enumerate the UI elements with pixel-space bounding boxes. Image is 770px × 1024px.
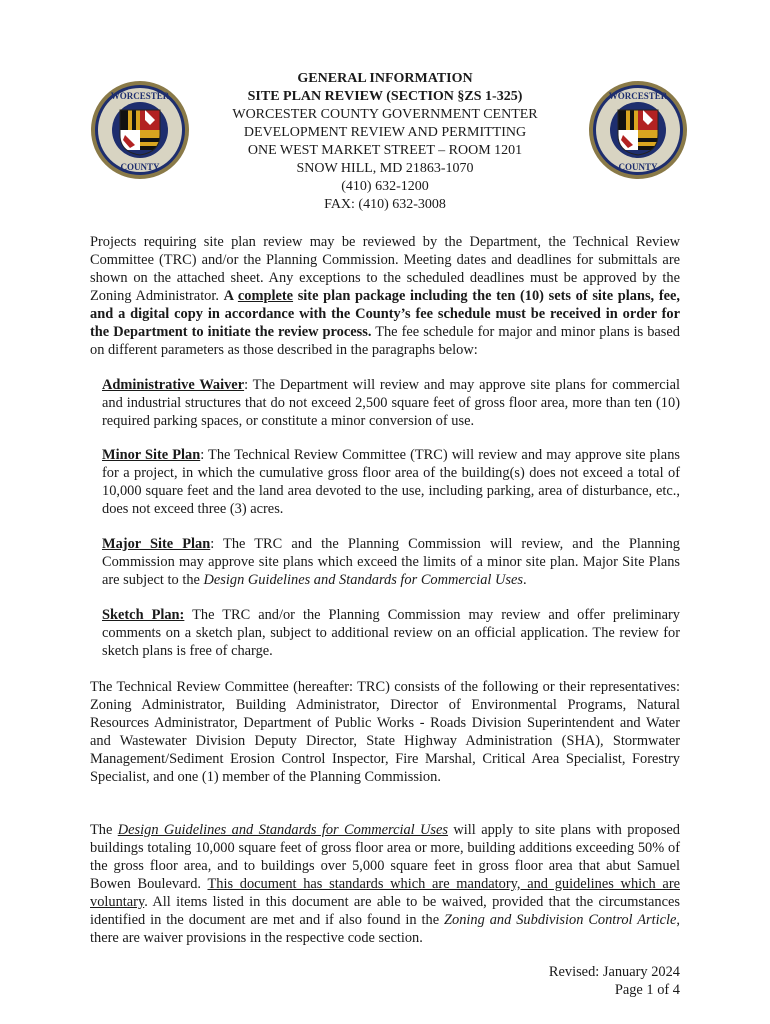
header-city: SNOW HILL, MD 21863-1070 [296,161,474,176]
major-plan-title: Major Site Plan [102,536,211,552]
guidelines-start: The [90,822,118,838]
page-number: Page 1 of 4 [614,982,680,998]
guidelines-paragraph [90,821,680,947]
seal-text-top: WORCESTER [110,91,170,101]
intro-paragraph [90,233,680,359]
intro-bold-start: A [223,288,238,304]
major-plan-paragraph [102,535,680,589]
major-plan-guidelines-ref: Design Guidelines and Standards for Commercial Uses [203,572,524,588]
header-office: WORCESTER COUNTY GOVERNMENT CENTER [232,107,538,122]
minor-plan-title: Minor Site Plan [102,447,201,463]
header-title: GENERAL INFORMATION [297,71,473,86]
intro-text-end: The fee schedule for major and minor plans is based on different parameters as those described in the paragraphs below: [90,324,680,358]
guidelines-text-2: . All items listed in this document are able to be waived, provided that the circumstances identified in the document are met and if also found in the [90,894,680,928]
page-footer [549,963,680,999]
guidelines-end: , there are waiver provisions in the respective code section. [90,912,680,946]
county-seal-right [588,80,688,180]
guidelines-zoning-article: Zoning and Subdivision Control Article [444,912,677,928]
admin-waiver-title: Administrative Waiver [102,377,245,393]
minor-plan-paragraph [102,446,680,518]
guidelines-doc-title: Design Guidelines and Standards for Commercial Uses [117,822,449,838]
guidelines-mandatory-note: This document has standards which are mandatory, and guidelines which are voluntary [90,876,680,910]
header-subtitle: SITE PLAN REVIEW (SECTION §ZS 1-325) [247,89,523,104]
header-fax: FAX: (410) 632-3008 [324,197,446,212]
trc-paragraph: The Technical Review Committee (hereafter: TRC) consists of the following or their representatives: Zoning Administrator, Building Administrator, Director of Environmental Programs, Natural Resources Administrator, Department of Public Works - Roads Division Superintendent and Water and Wastewater Division Deputy Director, State Highway Administration (SHA), Stormwater Management/Sediment Erosion Control Inspector, Fire Marshal, Critical Area Specialist, Forestry Specialist, and one (1) member of the Planning Commission. [90,679,680,785]
document-header [200,70,570,214]
admin-waiver-paragraph [102,376,680,430]
sketch-plan-text: The TRC and/or the Planning Commission may review and offer preliminary comments on a sketch plan, subject to additional review on an official application. The review for sketch plans is free of charge. [102,607,680,659]
header-phone: (410) 632-1200 [341,179,429,194]
intro-bold-underlined: complete [237,288,294,304]
major-plan-text: : The TRC and the Planning Commission will review, and the Planning Commission may approve site plans which exceed the limits of a minor site plan. Major Site Plans are subject to the [102,536,680,588]
intro-bold-requirement: site plan package including the ten (10) sets of site plans, fee, and a digital copy in accordance with the County’s fee schedule must be received in order for the Department to initiate the review process. [90,288,680,340]
sketch-plan-title: Sketch Plan: [102,607,185,623]
major-plan-end: . [523,572,527,588]
guidelines-text: will apply to site plans with proposed buildings totaling 10,000 square feet of gross floor area or more, building additions exceeding 50% of the gross floor area, and to buildings over 5,000 square feet in gross floor area that abut Samuel Bowen Boulevard. [90,822,680,892]
revised-date: Revised: January 2024 [548,964,680,980]
county-seal-left [90,80,190,180]
admin-waiver-text: : The Department will review and may approve site plans for commercial and industrial structures that do not exceed 2,500 square feet of gross floor area, more than ten (10) required parking spaces, or constitute a minor conversion of use. [102,377,681,429]
header-department: DEVELOPMENT REVIEW AND PERMITTING [243,125,527,140]
seal-text-bottom: COUNTY [120,162,160,172]
intro-text: Projects requiring site plan review may be reviewed by the Department, the Technical Review Committee (TRC) and/or the Planning Commission. Meeting dates and deadlines for submittals are shown on the attached sheet. Any exceptions to the scheduled deadlines must be approved by the Zoning Administrator. [90,234,680,304]
seal-text-top: WORCESTER [608,91,668,101]
sketch-plan-paragraph [102,606,680,660]
minor-plan-text: : The Technical Review Committee (TRC) will review and may approve site plans for a project, in which the cumulative gross floor area of the building(s) does not exceed a total of 10,000 square feet and the land area devoted to the use, including parking, area of disturbance, etc., does not exceed three (3) acres. [102,447,680,517]
header-street: ONE WEST MARKET STREET – ROOM 1201 [247,143,523,158]
seal-text-bottom: COUNTY [618,162,658,172]
